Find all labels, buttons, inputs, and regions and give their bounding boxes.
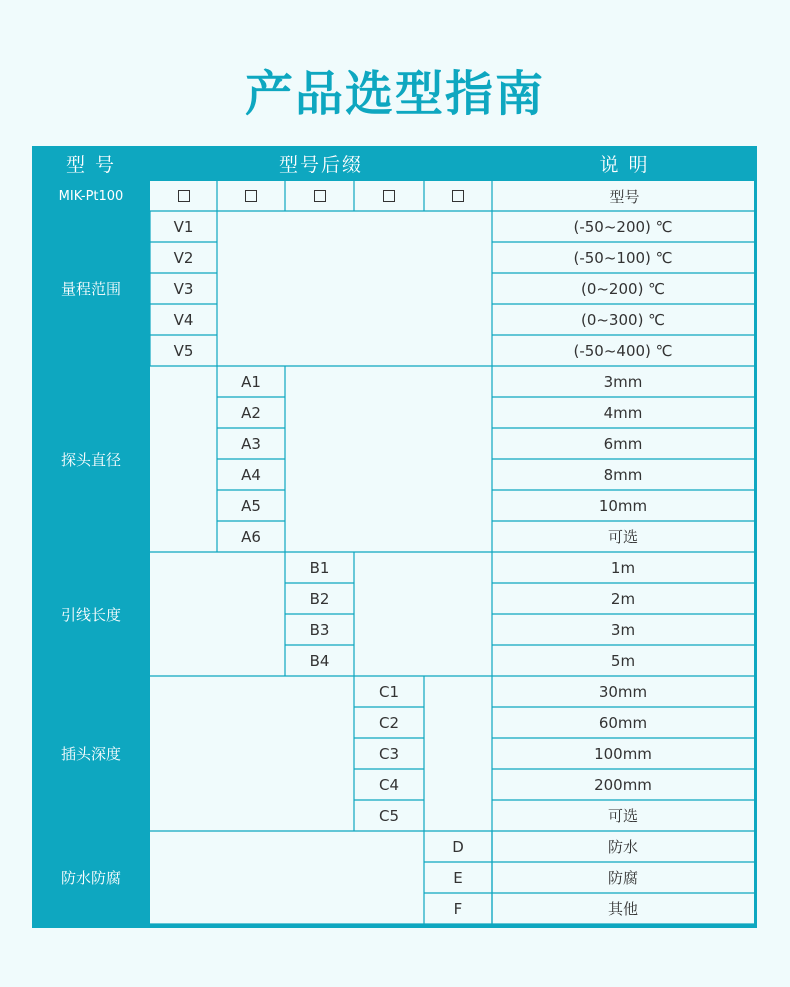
- model-name: MIK-Pt100: [58, 188, 124, 204]
- suffix-code: D: [452, 837, 464, 856]
- suffix-code: B2: [309, 589, 330, 608]
- category-label: 插头深度: [60, 745, 121, 763]
- suffix-code: A2: [241, 403, 261, 422]
- suffix-code: B3: [309, 620, 330, 639]
- option-description: 8mm: [603, 465, 643, 484]
- suffix-code: C1: [378, 682, 400, 701]
- suffix-code: C3: [378, 744, 400, 763]
- suffix-code: V1: [173, 217, 194, 236]
- suffix-code: V4: [173, 310, 194, 329]
- suffix-code: A4: [241, 465, 261, 484]
- suffix-code: A1: [241, 372, 261, 391]
- option-description: (-50~200) ℃: [573, 217, 673, 236]
- suffix-placeholder-box: [383, 190, 395, 202]
- suffix-code: A3: [241, 434, 261, 453]
- suffix-placeholder-box: [178, 190, 190, 202]
- header-model: 型 号: [65, 154, 117, 176]
- page-title: 产品选型指南: [244, 66, 545, 122]
- selection-table: [32, 146, 757, 928]
- option-description: (0~300) ℃: [580, 310, 666, 329]
- option-description: 30mm: [598, 682, 648, 701]
- suffix-placeholder-box: [452, 190, 464, 202]
- suffix-code: C2: [378, 713, 400, 732]
- category-label: 防水防腐: [60, 869, 121, 887]
- suffix-code: A5: [241, 496, 261, 515]
- option-description: (-50~100) ℃: [573, 248, 673, 267]
- suffix-placeholder-box: [314, 190, 326, 202]
- option-description: 可选: [607, 807, 638, 825]
- header-suffix: 型号后缀: [278, 154, 363, 176]
- category-label: 探头直径: [60, 450, 121, 469]
- option-description: 5m: [610, 651, 636, 670]
- option-description: 6mm: [603, 434, 643, 453]
- option-description: 3m: [610, 620, 636, 639]
- option-description: 200mm: [594, 775, 652, 794]
- option-description: 4mm: [603, 403, 643, 422]
- suffix-code: B4: [309, 651, 330, 670]
- option-description: 其他: [607, 900, 638, 918]
- option-description: (0~200) ℃: [580, 279, 666, 298]
- suffix-code: V2: [173, 248, 194, 267]
- suffix-code: V5: [173, 341, 194, 360]
- suffix-placeholder-box: [245, 190, 257, 202]
- option-description: 防水: [607, 838, 638, 856]
- option-description: 1m: [610, 558, 636, 577]
- suffix-code: B1: [309, 558, 330, 577]
- suffix-code: E: [453, 868, 463, 887]
- model-description: 型号: [609, 187, 640, 206]
- suffix-code: C5: [378, 806, 400, 825]
- option-description: 防腐: [607, 869, 638, 887]
- suffix-code: F: [453, 899, 463, 918]
- option-description: (-50~400) ℃: [573, 341, 673, 360]
- suffix-code: A6: [241, 527, 261, 546]
- suffix-code: V3: [173, 279, 194, 298]
- header-description: 说 明: [599, 154, 650, 176]
- category-label: 引线长度: [60, 605, 121, 624]
- option-description: 100mm: [594, 744, 652, 763]
- option-description: 可选: [607, 528, 638, 546]
- option-description: 60mm: [598, 713, 648, 732]
- suffix-code: C4: [378, 775, 400, 794]
- option-description: 10mm: [598, 496, 648, 515]
- option-description: 3mm: [603, 372, 643, 391]
- category-label: 量程范围: [60, 280, 121, 298]
- option-description: 2m: [610, 589, 636, 608]
